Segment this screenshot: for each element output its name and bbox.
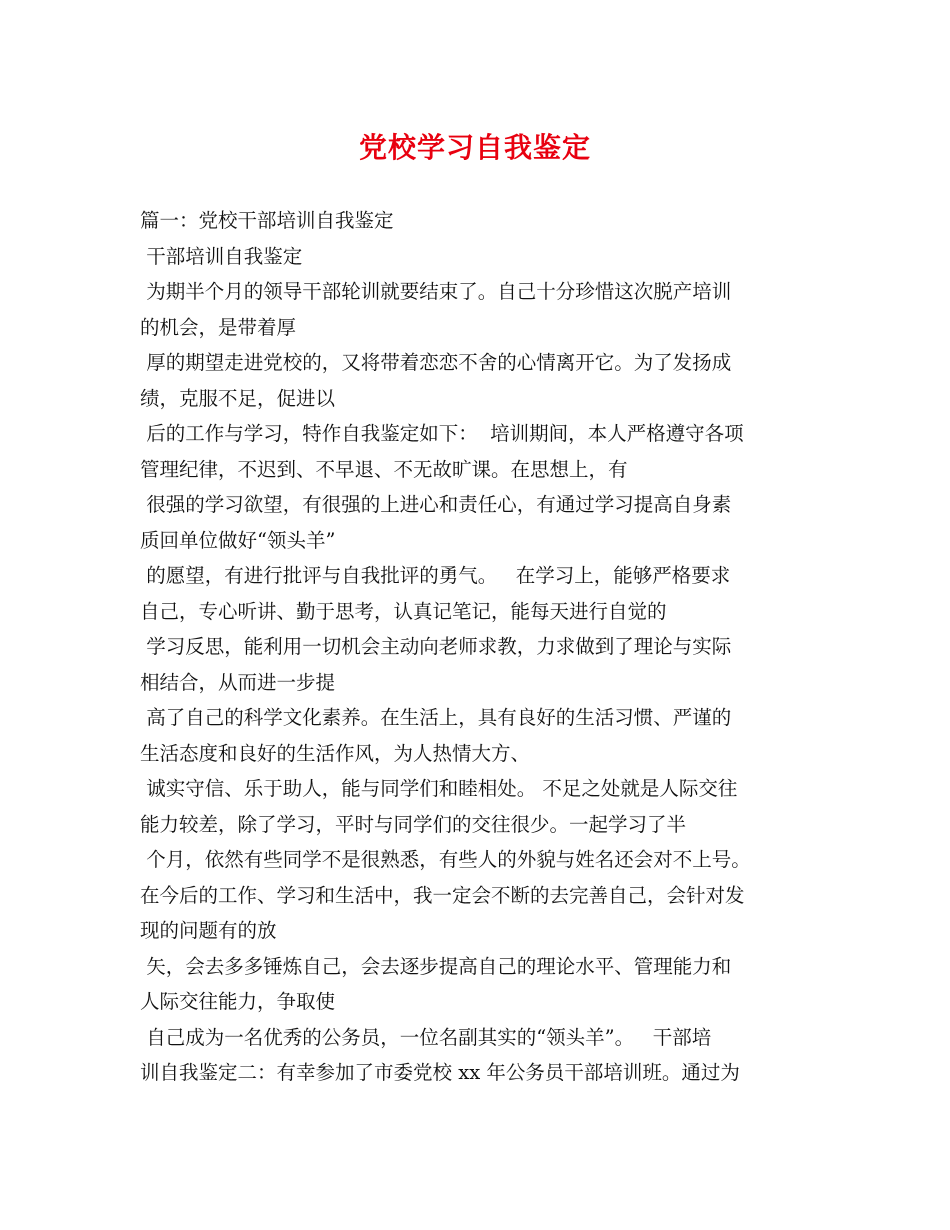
- text-line: 训自我鉴定二：有幸参加了市委党校 xx 年公务员干部培训班。通过为: [140, 1061, 740, 1084]
- text-line: 矢，会去多多锤炼自己，会去逐步提高自己的理论水平、管理能力和: [140, 954, 732, 978]
- text-line: 高了自己的科学文化素养。在生活上，具有良好的生活习惯、严谨的: [140, 706, 732, 729]
- text-line: 能力较差，除了学习，平时与同学们的交往很少。一起学习了半: [140, 812, 687, 836]
- text-line: 生活态度和良好的生活作风，为人热情大方、: [140, 741, 531, 765]
- text-line: 现的问题有的放: [140, 919, 277, 942]
- text-line: 诚实守信、乐于助人，能与同学们和睦相处。 不足之处就是人际交往: [140, 777, 738, 800]
- text-line: 后的工作与学习，特作自我鉴定如下： 培训期间，本人严格遵守各项: [140, 422, 744, 445]
- text-line: 个月，依然有些同学不是很熟悉，有些人的外貌与姓名还会对不上号。: [140, 848, 751, 871]
- document-body: [140, 203, 820, 1091]
- text-line: 自己，专心听讲、勤于思考，认真记笔记，能每天进行自觉的: [140, 599, 667, 623]
- text-line: 质回单位做好“领头羊”: [140, 528, 336, 552]
- text-line: 人际交往能力，争取使: [140, 990, 336, 1013]
- text-line: 为期半个月的领导干部轮训就要结束了。自己十分珍惜这次脱产培训: [140, 280, 732, 303]
- text-line: 管理纪律，不迟到、不早退、不无故旷课。在思想上，有: [140, 457, 628, 481]
- text-line: 绩，克服不足，促进以: [140, 386, 336, 410]
- text-line: 很强的学习欲望，有很强的上进心和责任心，有通过学习提高自身素: [140, 493, 732, 516]
- text-line: 篇一：党校干部培训自我鉴定: [140, 209, 394, 232]
- document-title: 党校学习自我鉴定: [358, 131, 591, 164]
- text-line: 自己成为一名优秀的公务员，一位名副其实的“领头羊”。 干部培: [140, 1025, 712, 1049]
- text-line: 相结合，从而进一步提: [140, 670, 336, 694]
- text-line: 学习反思，能利用一切机会主动向老师求教，力求做到了理论与实际: [140, 635, 732, 658]
- text-line: 的愿望，有进行批评与自我批评的勇气。 在学习上，能够严格要求: [140, 564, 731, 587]
- text-line: 厚的期望走进党校的，又将带着恋恋不舍的心情离开它。为了发扬成: [140, 351, 732, 374]
- text-line: 干部培训自我鉴定: [140, 244, 303, 268]
- text-line: 的机会，是带着厚: [140, 315, 297, 339]
- text-line: 在今后的工作、学习和生活中，我一定会不断的去完善自己，会针对发: [140, 883, 745, 907]
